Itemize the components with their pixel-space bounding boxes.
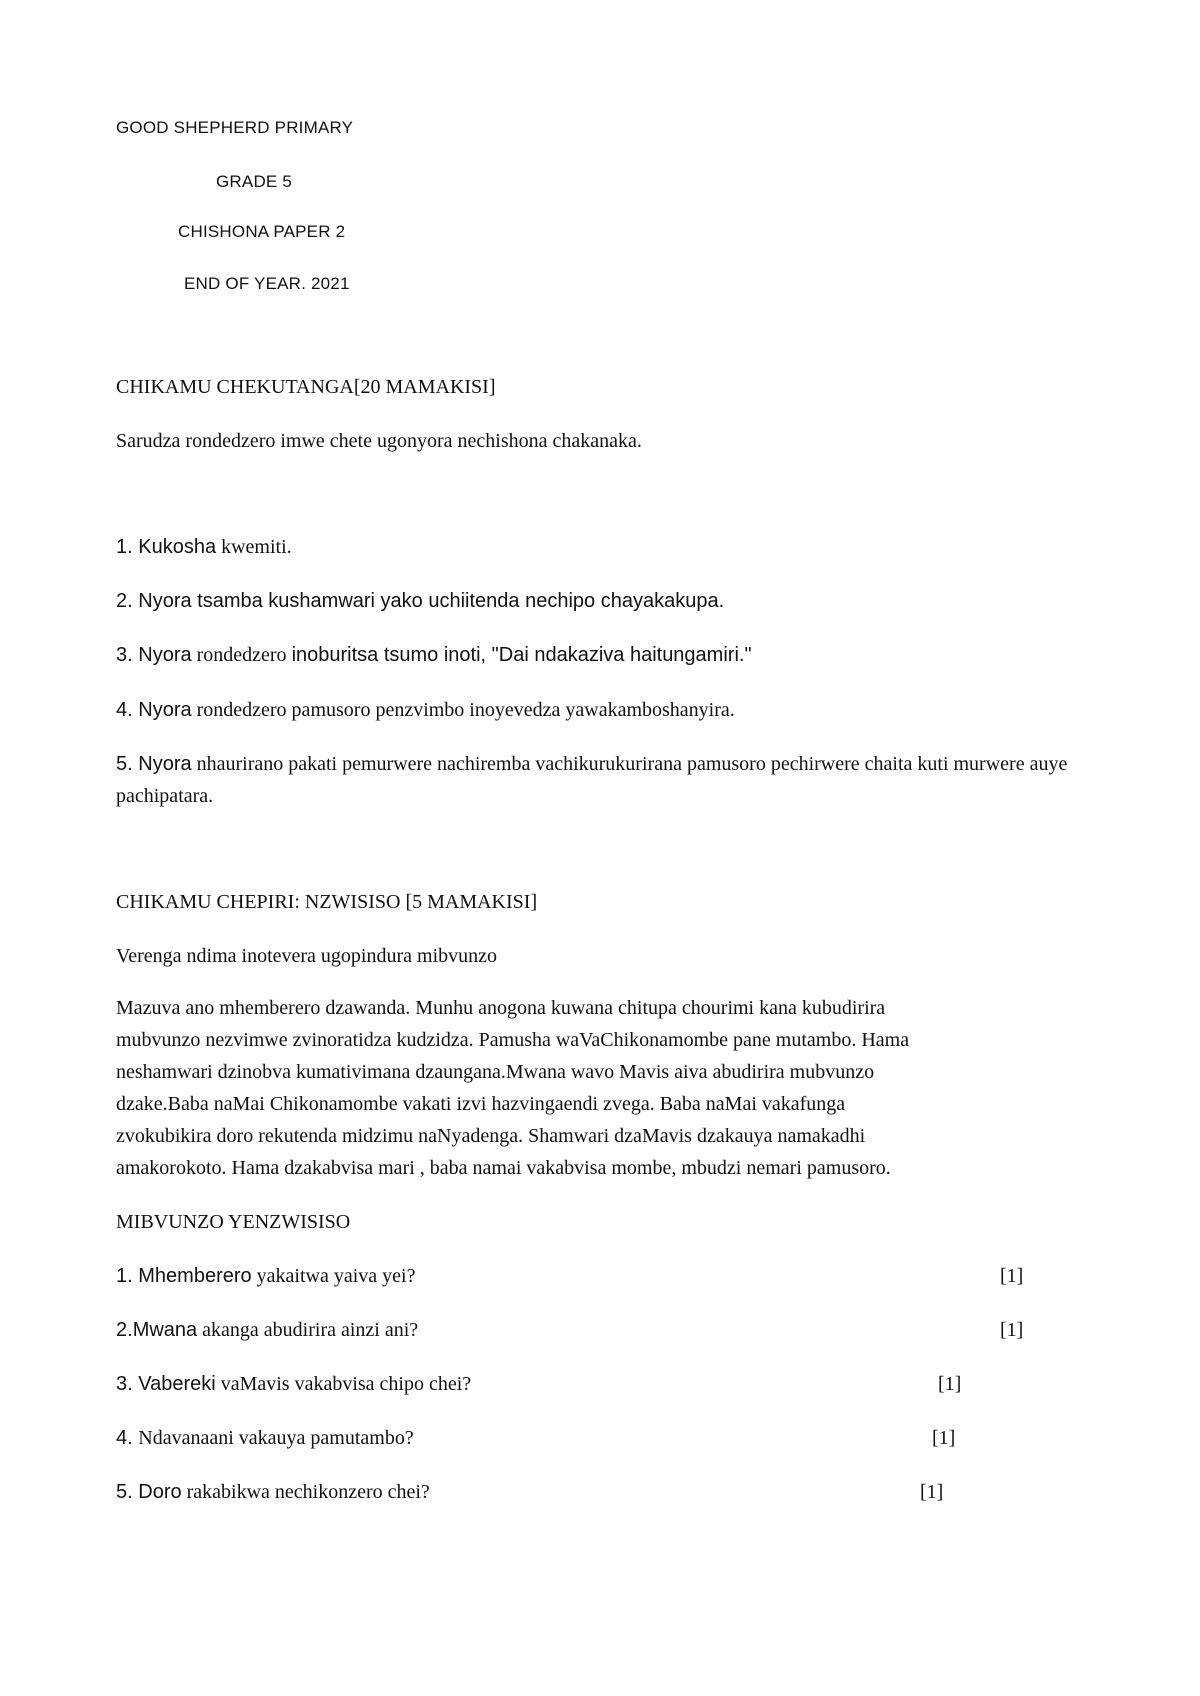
question-number: 5. — [116, 1481, 139, 1503]
question-1 — [116, 1260, 415, 1292]
question-text: vaMavis vakabvisa chipo chei? — [215, 1373, 472, 1395]
essay-option-number: 5. — [116, 753, 139, 775]
question-text: Ndavanaani vakauya pamutambo? — [138, 1427, 414, 1449]
question-number: 3. — [116, 1373, 139, 1395]
section-a-instruction: Sarudza rondedzero imwe chete ugonyora nechishona chakanaka. — [116, 430, 642, 452]
passage-line: neshamwari dzinobva kumativimana dzaungana.Mwana wavo Mavis aiva abudirira mubvunzo — [116, 1061, 875, 1083]
section-a-title: CHIKAMU CHEKUTANGA[20 MAMAKISI] — [116, 376, 496, 398]
question-text: yakaitwa yaiva yei? — [251, 1265, 416, 1287]
essay-option-lead: Nyora — [138, 644, 192, 666]
essay-option-number: 1. — [116, 536, 139, 558]
question-mark: [1] — [938, 1373, 962, 1395]
essay-option-text: rondedzero pamusoro penzvimbo inoyevedza yawakamboshanyira. — [191, 699, 735, 721]
questions-title: MIBVUNZO YENZWISISO — [116, 1211, 351, 1233]
essay-option-text: inoburitsa tsumo inoti, "Dai ndakaziva haitungamiri." — [291, 644, 752, 666]
essay-option-number: 3. — [116, 644, 139, 666]
passage-line: zvokubikira doro rekutenda midzimu naNyadenga. Shamwari dzaMavis dzakauya namakadhi — [116, 1125, 866, 1147]
question-lead: Mhemberero — [138, 1265, 252, 1287]
question-mark: [1] — [920, 1481, 944, 1503]
passage-line: amakorokoto. Hama dzakabvisa mari , baba namai vakabvisa mombe, mbudzi nemari pamusoro. — [116, 1157, 891, 1179]
essay-option-lead: Nyora — [138, 753, 192, 775]
grade-label: GRADE 5 — [216, 172, 293, 191]
question-lead: Vabereki — [138, 1373, 216, 1395]
essay-option-2 — [116, 585, 724, 617]
question-number: 4. — [116, 1427, 139, 1449]
question-4 — [116, 1422, 414, 1454]
passage-line: dzake.Baba naMai Chikonamombe vakati izvi hazvingaendi zvega. Baba naMai vakafunga — [116, 1093, 846, 1115]
passage-line: mubvunzo nezvimwe zvinoratidza kudzidza. Pamusha waVaChikonamombe pane mutambo. Hama — [116, 1029, 910, 1051]
question-mark: [1] — [1000, 1319, 1024, 1341]
school-name: GOOD SHEPHERD PRIMARY — [116, 118, 354, 137]
essay-option-number: 4. — [116, 699, 139, 721]
section-b-title: CHIKAMU CHEPIRI: NZWISISO [5 MAMAKISI] — [116, 891, 538, 913]
essay-option-mid: rondedzero — [191, 644, 292, 666]
essay-option-text: nhaurirano pakati pemurwere nachiremba vachikurukurirana pamusoro pechirwere chaita kuti murwere auye pachipatara. — [116, 753, 1068, 807]
question-lead: Doro — [138, 1481, 182, 1503]
paper-label: CHISHONA PAPER 2 — [178, 222, 346, 241]
essay-option-text: kwemiti. — [216, 536, 292, 558]
question-3 — [116, 1368, 471, 1400]
essay-option-number: 2. — [116, 590, 139, 612]
essay-option-lead: Nyora — [138, 699, 192, 721]
question-mark: [1] — [1000, 1265, 1024, 1287]
passage-line: Mazuva ano mhemberero dzawanda. Munhu anogona kuwana chitupa chourimi kana kubudirira — [116, 997, 886, 1019]
term-label: END OF YEAR. 2021 — [184, 274, 350, 293]
section-b-instruction: Verenga ndima inotevera ugopindura mibvunzo — [116, 945, 497, 967]
question-mark: [1] — [932, 1427, 956, 1449]
essay-option-lead: Kukosha — [138, 536, 217, 558]
question-number: 1. — [116, 1265, 139, 1287]
question-5 — [116, 1476, 430, 1508]
essay-option-4 — [116, 694, 735, 726]
question-text: rakabikwa nechikonzero chei? — [181, 1481, 430, 1503]
essay-option-lead: Nyora tsamba kushamwari yako uchiitenda nechipo chayakakupa. — [138, 590, 725, 612]
question-text: akanga abudirira ainzi ani? — [197, 1319, 419, 1341]
essay-option-5 — [116, 748, 1106, 812]
essay-option-1 — [116, 531, 292, 563]
question-2 — [116, 1314, 418, 1346]
essay-option-3 — [116, 639, 752, 671]
question-number: 2. — [116, 1319, 133, 1341]
question-lead: Mwana — [132, 1319, 198, 1341]
